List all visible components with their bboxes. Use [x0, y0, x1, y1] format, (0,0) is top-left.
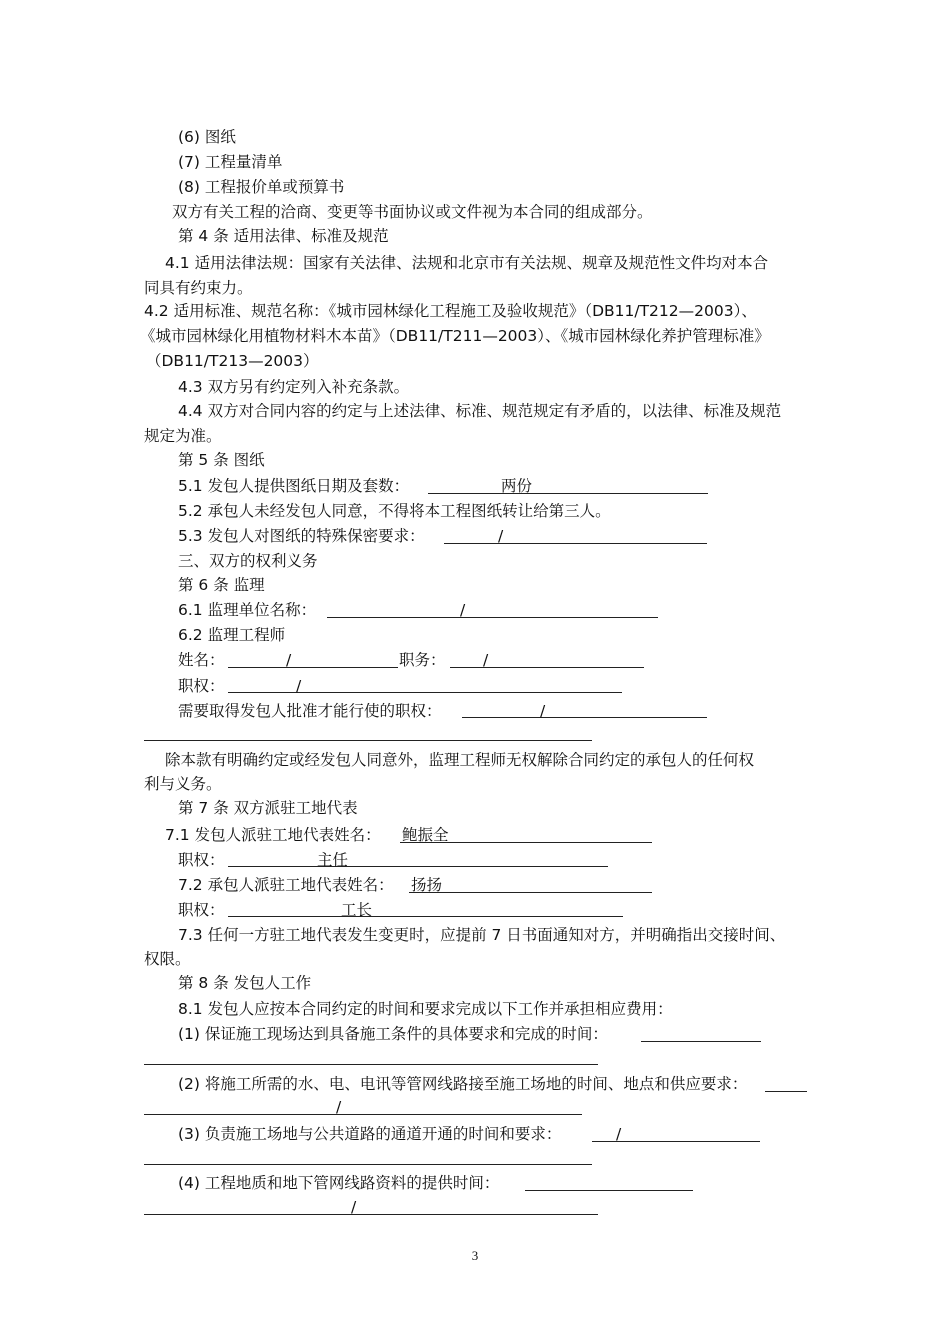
secrecy-value: / — [498, 527, 504, 545]
item-7-bill-of-quantities: (7) 工程量清单 — [178, 153, 283, 171]
engineer-authority-value: / — [296, 677, 302, 695]
engineer-authority-label: 职权： — [178, 677, 225, 695]
contractor-rep-name-value: 扬扬 — [411, 876, 443, 894]
blank-underline — [462, 717, 707, 718]
clause-4-4-cont: 规定为准。 — [144, 427, 222, 445]
clause-6-1: 6.1 监理单位名称： — [178, 601, 317, 619]
section-3-heading: 三、双方的权利义务 — [178, 552, 318, 570]
item-6-drawings: (6) 图纸 — [178, 128, 236, 146]
blank-underline — [327, 617, 658, 618]
blank-underline — [428, 493, 708, 494]
blank-underline — [525, 1190, 693, 1191]
utilities-value: / — [336, 1098, 342, 1116]
blank-underline — [641, 1041, 761, 1042]
employer-rep-name-value: 鲍振全 — [402, 826, 449, 844]
blank-underline — [144, 1164, 592, 1165]
article-5-heading: 第 5 条 图纸 — [178, 451, 265, 469]
clause-4-2-cont2: （DB11/T213—2003） — [146, 352, 319, 370]
blank-underline — [765, 1091, 807, 1092]
blank-underline — [450, 667, 644, 668]
blank-underline — [144, 1064, 598, 1065]
clause-4-1: 4.1 适用法律法规：国家有关法律、法规和北京市有关法规、规章及规范性文件均对本合 — [165, 254, 769, 272]
clause-4-2-cont: 《城市园林绿化用植物材料木本苗》（DB11/T211—2003）、《城市园林绿化养护管理标准》 — [140, 327, 770, 345]
clause-4-4: 4.4 双方对合同内容的约定与上述法律、标准、规范规定有矛盾的，以法律、标准及规范 — [178, 402, 782, 420]
blank-underline — [144, 1114, 582, 1115]
article-7-heading: 第 7 条 双方派驻工地代表 — [178, 799, 358, 817]
article-4-heading: 第 4 条 适用法律、标准及规范 — [178, 227, 389, 245]
clause-4-3: 4.3 双方另有约定列入补充条款。 — [178, 378, 410, 396]
supervisor-limit-note: 除本款有明确约定或经发包人同意外，监理工程师无权解除合同约定的承包人的任何权 — [165, 751, 755, 769]
item-1-site-conditions: (1) 保证施工现场达到具备施工条件的具体要求和完成的时间： — [178, 1025, 608, 1043]
clause-7-1: 7.1 发包人派驻工地代表姓名： — [165, 826, 381, 844]
clause-7-3-cont: 权限。 — [144, 950, 191, 968]
blank-underline — [228, 916, 623, 917]
employer-rep-authority-value: 主任 — [317, 851, 349, 869]
supervisor-unit-value: / — [460, 601, 466, 619]
article-8-heading: 第 8 条 发包人工作 — [178, 974, 312, 992]
item-3-road-access: (3) 负责施工场地与公共道路的通道开通的时间和要求： — [178, 1125, 562, 1143]
employer-rep-authority-label: 职权： — [178, 851, 225, 869]
clause-5-2: 5.2 承包人未经发包人同意，不得将本工程图纸转让给第三人。 — [178, 502, 611, 520]
clause-5-1: 5.1 发包人提供图纸日期及套数： — [178, 477, 410, 495]
clause-7-3: 7.3 任何一方驻工地代表发生变更时，应提前 7 日书面通知对方，并明确指出交接时间、 — [178, 926, 786, 944]
clause-5-3: 5.3 发包人对图纸的特殊保密要求： — [178, 527, 425, 545]
drawings-copies-value: 两份 — [501, 477, 533, 495]
contractor-rep-authority-value: 工长 — [341, 901, 373, 919]
clause-7-2: 7.2 承包人派驻工地代表姓名： — [178, 876, 394, 894]
clause-4-1-cont: 同具有约束力。 — [144, 279, 253, 297]
clause-6-2: 6.2 监理工程师 — [178, 626, 286, 644]
engineer-name-value: / — [286, 651, 292, 669]
blank-underline — [144, 1214, 598, 1215]
blank-underline — [144, 740, 592, 741]
geology-value: / — [351, 1198, 357, 1216]
article-6-heading: 第 6 条 监理 — [178, 576, 265, 594]
supervisor-limit-note-cont: 利与义务。 — [144, 775, 222, 793]
approval-authority-label: 需要取得发包人批准才能行使的职权： — [178, 702, 442, 720]
engineer-post-label: 职务： — [399, 651, 446, 669]
blank-underline — [228, 692, 622, 693]
blank-underline — [228, 667, 398, 668]
engineer-post-value: / — [483, 651, 489, 669]
engineer-name-label: 姓名： — [178, 651, 225, 669]
contractor-rep-authority-label: 职权： — [178, 901, 225, 919]
approval-authority-value: / — [540, 702, 546, 720]
page-number: 3 — [471, 1248, 479, 1263]
item-8-quotation: (8) 工程报价单或预算书 — [178, 178, 345, 196]
blank-underline — [444, 543, 707, 544]
clause-8-1: 8.1 发包人应按本合同约定的时间和要求完成以下工作并承担相应费用： — [178, 1000, 673, 1018]
contract-components-note: 双方有关工程的洽商、变更等书面协议或文件视为本合同的组成部分。 — [172, 203, 653, 221]
blank-underline — [409, 892, 652, 893]
item-4-geology: (4) 工程地质和地下管网线路资料的提供时间： — [178, 1174, 500, 1192]
clause-4-2: 4.2 适用标准、规范名称：《城市园林绿化工程施工及验收规范》（DB11/T212—2003）、 — [144, 302, 757, 320]
item-2-utilities: (2) 将施工所需的水、电、电讯等管网线路接至施工场地的时间、地点和供应要求： — [178, 1075, 748, 1093]
road-access-value: / — [616, 1125, 622, 1143]
blank-underline — [228, 866, 608, 867]
